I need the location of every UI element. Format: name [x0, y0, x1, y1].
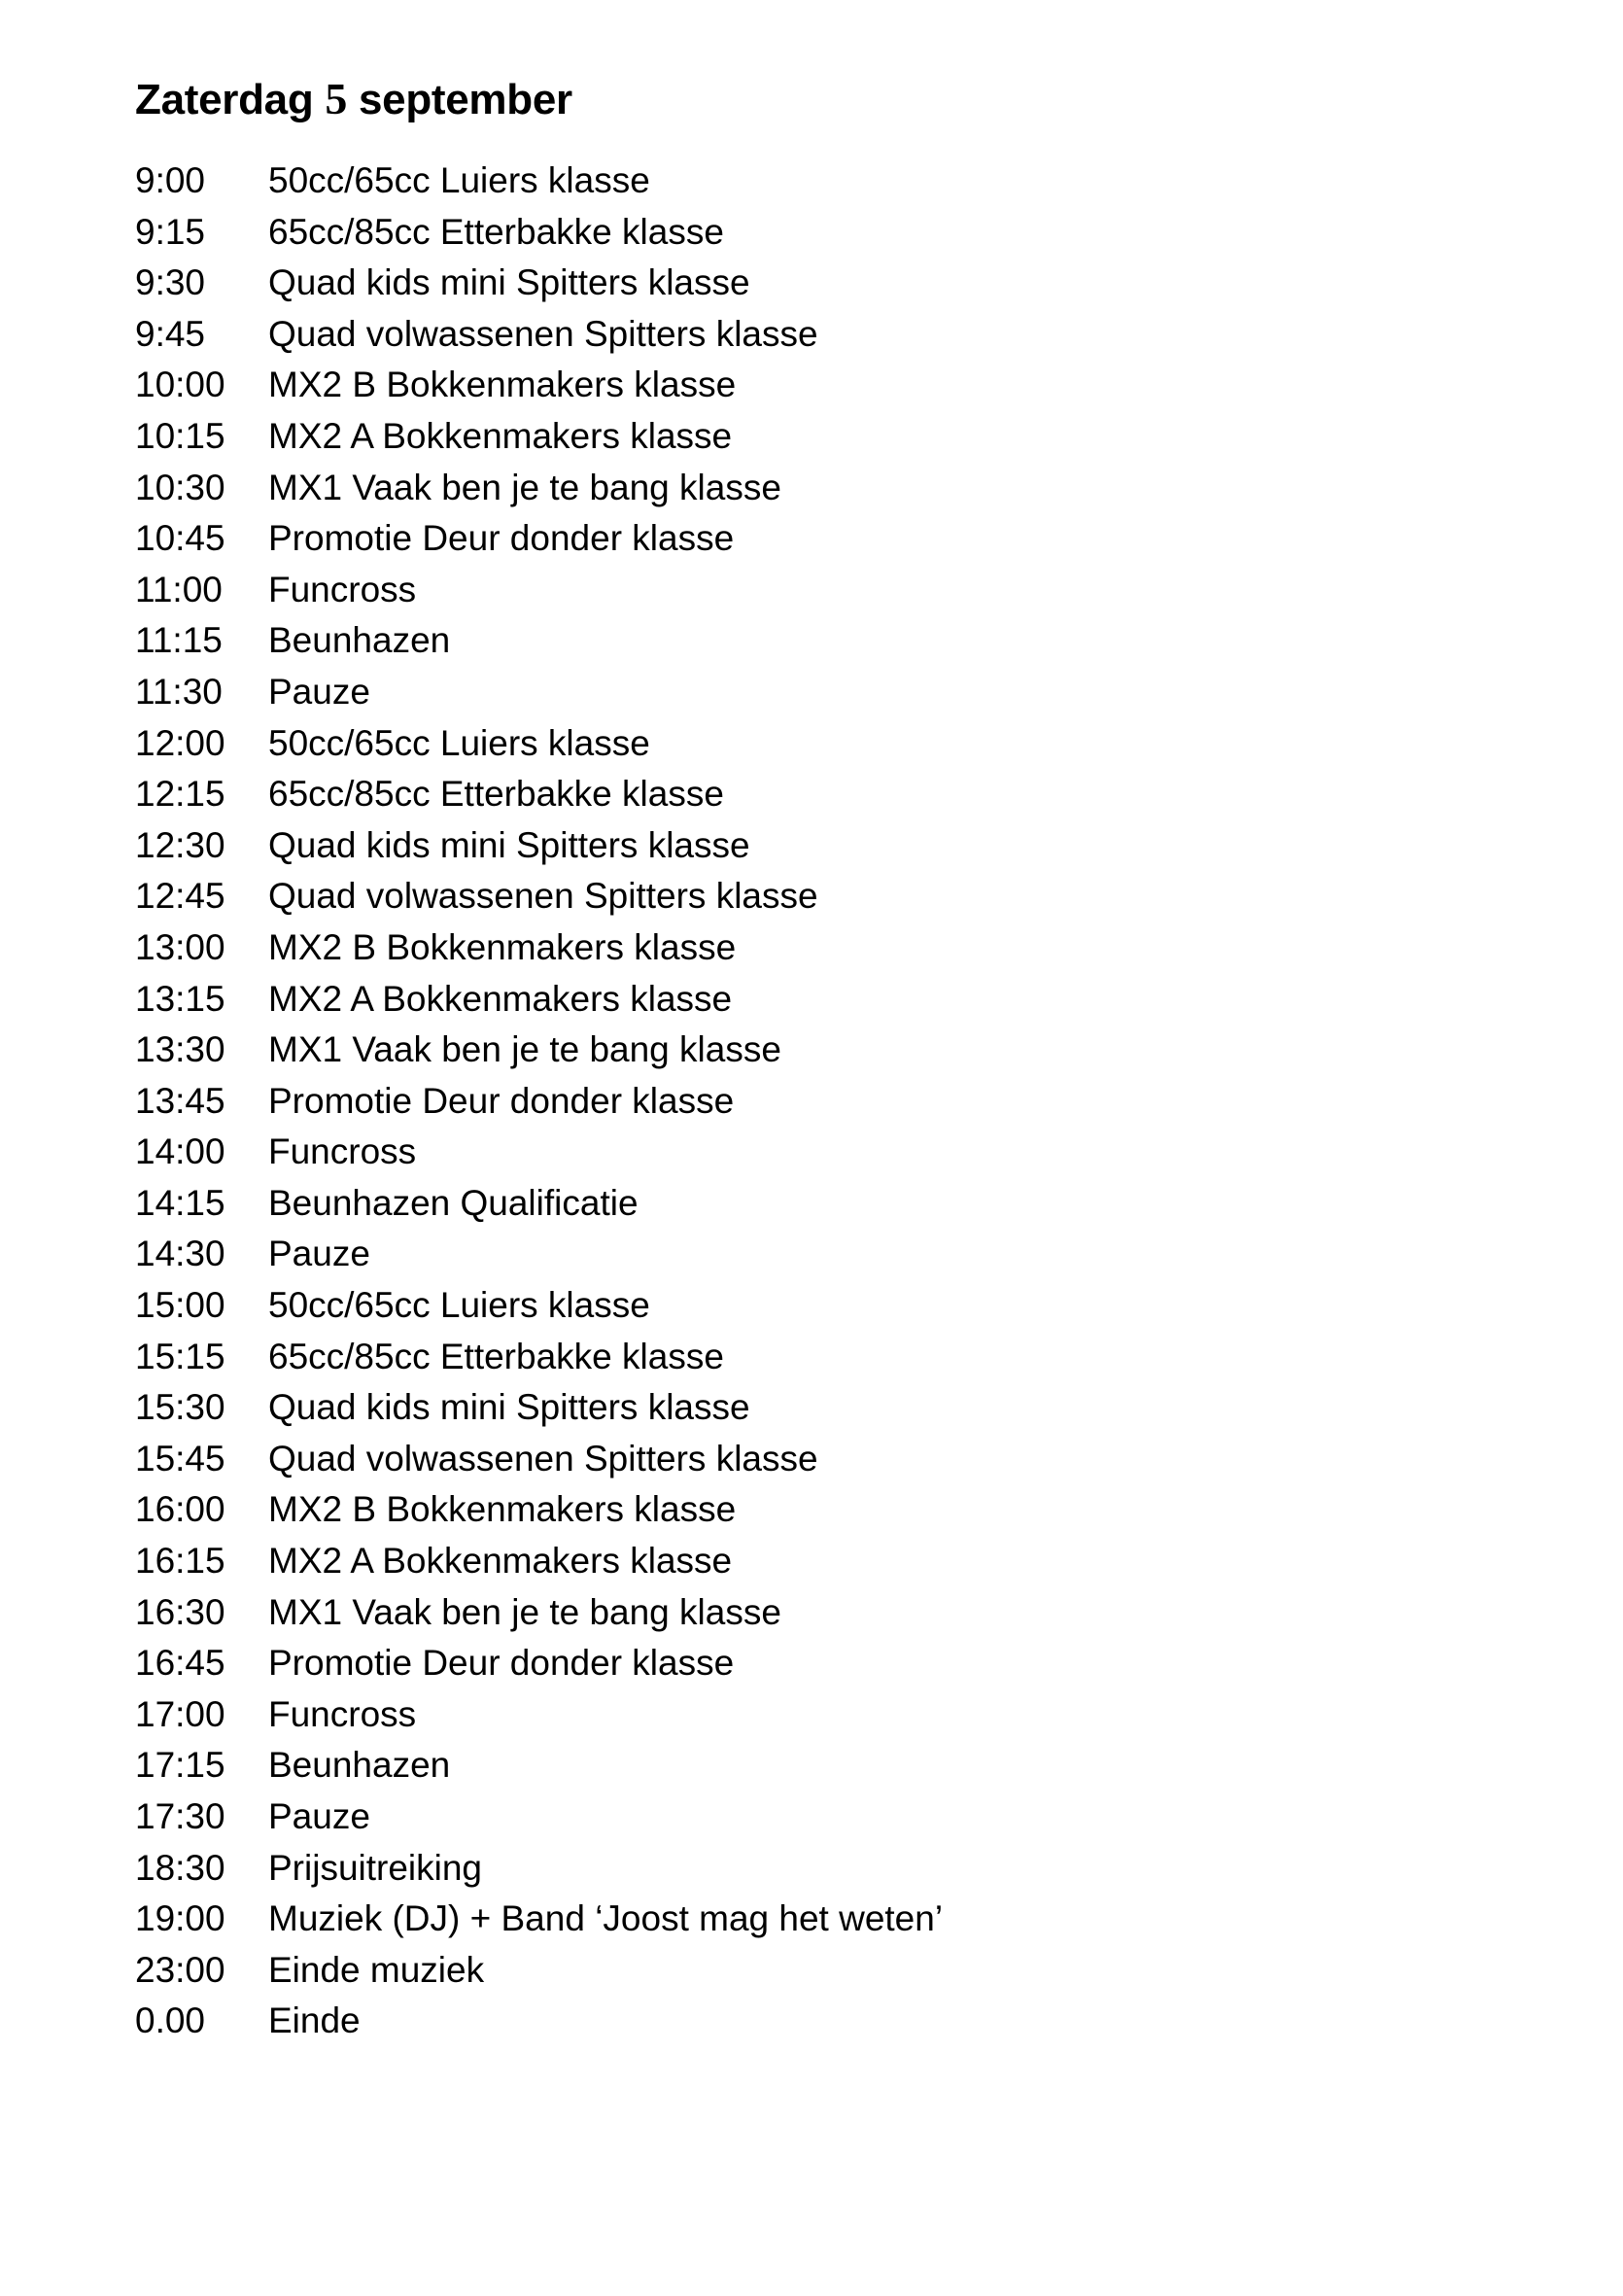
schedule-time: 16:00	[135, 1489, 225, 1530]
schedule-time: 9:15	[135, 211, 206, 252]
schedule-event: Pauze	[268, 1234, 370, 1274]
page-title	[135, 70, 572, 129]
schedule-event: Quad kids mini Spitters klasse	[268, 1387, 750, 1428]
schedule-time: 13:00	[135, 926, 225, 967]
schedule-event: Funcross	[268, 569, 417, 609]
schedule-time: 11:15	[135, 620, 223, 661]
schedule-time: 17:15	[135, 1745, 225, 1786]
schedule-time: 11:00	[135, 569, 223, 609]
schedule-time: 19:00	[135, 1898, 225, 1939]
schedule-time: 17:00	[135, 1693, 225, 1734]
schedule-time: 12:15	[135, 774, 225, 815]
schedule-time: 16:45	[135, 1643, 225, 1684]
schedule-event: MX2 B Bokkenmakers klasse	[268, 365, 737, 405]
title-suffix: september	[347, 76, 572, 123]
schedule-event: MX2 A Bokkenmakers klasse	[268, 978, 733, 1019]
schedule-time: 13:30	[135, 1029, 225, 1070]
schedule-time: 13:15	[135, 978, 225, 1019]
schedule-time: 10:30	[135, 467, 225, 507]
schedule-event: Prijsuitreiking	[268, 1847, 483, 1888]
schedule-event: 65cc/85cc Etterbakke klasse	[268, 1336, 724, 1376]
schedule-event: Beunhazen	[268, 1745, 451, 1786]
schedule-event: 50cc/65cc Luiers klasse	[268, 722, 650, 763]
schedule-time: 18:30	[135, 1847, 225, 1888]
schedule-time: 16:30	[135, 1591, 225, 1632]
schedule-time: 23:00	[135, 1949, 225, 1990]
schedule-event: MX2 A Bokkenmakers klasse	[268, 1541, 733, 1582]
schedule-event: Promotie Deur donder klasse	[268, 518, 735, 559]
schedule-event: Promotie Deur donder klasse	[268, 1080, 735, 1121]
schedule-event: Pauze	[268, 1796, 370, 1836]
title-prefix: Zaterdag	[135, 76, 326, 123]
schedule-time: 14:00	[135, 1131, 225, 1172]
schedule-event: MX2 B Bokkenmakers klasse	[268, 926, 737, 967]
schedule-event: Quad volwassenen Spitters klasse	[268, 1438, 818, 1478]
schedule-event: Funcross	[268, 1131, 417, 1172]
schedule-event: Promotie Deur donder klasse	[268, 1643, 735, 1684]
schedule-time: 15:15	[135, 1336, 225, 1376]
schedule-event: MX2 B Bokkenmakers klasse	[268, 1489, 737, 1530]
schedule-time: 9:45	[135, 313, 206, 354]
schedule-event: Quad kids mini Spitters klasse	[268, 262, 750, 303]
schedule-event: MX1 Vaak ben je te bang klasse	[268, 467, 781, 507]
schedule-time: 12:45	[135, 876, 225, 917]
schedule-event: Beunhazen	[268, 620, 451, 661]
schedule-event: Einde	[268, 2000, 361, 2041]
title-day-number: 5	[325, 74, 348, 123]
schedule-event: 50cc/65cc Luiers klasse	[268, 1285, 650, 1326]
schedule-time: 15:45	[135, 1438, 225, 1478]
schedule-time: 9:00	[135, 160, 206, 200]
schedule-time: 17:30	[135, 1796, 225, 1836]
schedule-event: Pauze	[268, 671, 370, 712]
schedule-time: 10:45	[135, 518, 225, 559]
schedule-time: 0.00	[135, 2000, 206, 2041]
schedule-time: 12:30	[135, 824, 225, 865]
schedule-time: 15:00	[135, 1285, 225, 1326]
schedule-time: 10:15	[135, 415, 225, 456]
schedule-time: 16:15	[135, 1541, 225, 1582]
schedule-time: 14:15	[135, 1182, 225, 1223]
schedule-event: 65cc/85cc Etterbakke klasse	[268, 774, 724, 815]
schedule-event: 50cc/65cc Luiers klasse	[268, 160, 650, 200]
schedule-event: Quad volwassenen Spitters klasse	[268, 313, 818, 354]
schedule-event: MX1 Vaak ben je te bang klasse	[268, 1591, 781, 1632]
schedule-event: MX1 Vaak ben je te bang klasse	[268, 1029, 781, 1070]
schedule-time: 14:30	[135, 1234, 225, 1274]
schedule-event: Beunhazen Qualificatie	[268, 1182, 639, 1223]
schedule-event: Muziek (DJ) + Band ‘Joost mag het weten’	[268, 1898, 944, 1939]
schedule-event: Quad volwassenen Spitters klasse	[268, 876, 818, 917]
schedule-event: Funcross	[268, 1693, 417, 1734]
schedule-time: 10:00	[135, 365, 225, 405]
schedule-time: 9:30	[135, 262, 206, 303]
schedule-time: 12:00	[135, 722, 225, 763]
schedule-time: 13:45	[135, 1080, 225, 1121]
schedule-event: MX2 A Bokkenmakers klasse	[268, 415, 733, 456]
schedule-time: 11:30	[135, 671, 223, 712]
schedule-time: 15:30	[135, 1387, 225, 1428]
schedule-event: 65cc/85cc Etterbakke klasse	[268, 211, 724, 252]
schedule-event: Einde muziek	[268, 1949, 485, 1990]
schedule-event: Quad kids mini Spitters klasse	[268, 824, 750, 865]
